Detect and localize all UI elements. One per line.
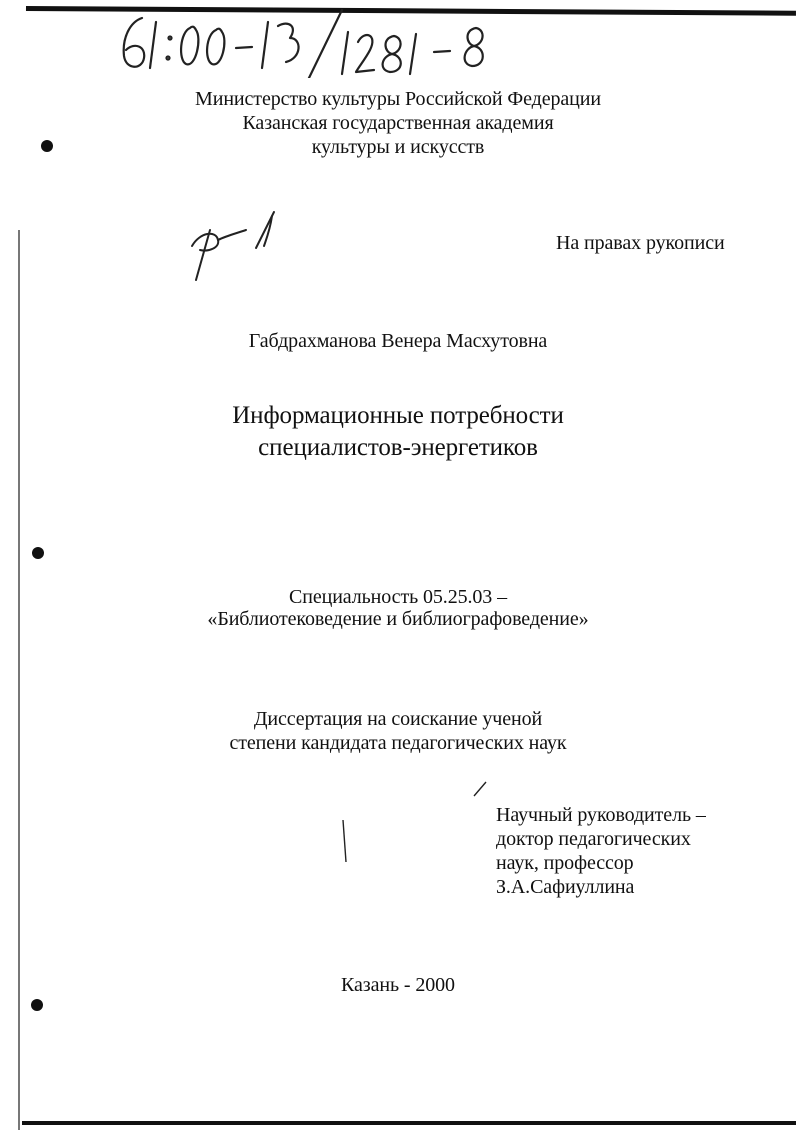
supervisor-line-4: З.А.Сафиуллина: [496, 876, 635, 898]
supervisor-line-3: наук, профессор: [496, 852, 634, 874]
thesis-title-line-2: специалистов-энергетиков: [258, 434, 538, 461]
supervisor-line-2: доктор педагогических: [496, 828, 691, 850]
specialty-line-1: Специальность 05.25.03 –: [288, 586, 508, 608]
academy-line-2: культуры и искусств: [311, 136, 485, 158]
pencil-mark: [343, 820, 346, 862]
handwritten-archive-number: [112, 8, 502, 78]
city-year: Казань - 2000: [341, 974, 455, 996]
handwritten-signature: [186, 206, 286, 282]
supervisor-line-1: Научный руководитель –: [496, 804, 706, 826]
scan-border-bottom: [22, 1121, 796, 1125]
punch-hole-mark: [32, 547, 44, 559]
manuscript-note: На правах рукописи: [556, 232, 725, 254]
dissertation-line-2: степени кандидата педагогических наук: [229, 732, 567, 754]
pencil-mark: [474, 782, 486, 796]
thesis-title-line-1: Информационные потребности: [232, 402, 564, 429]
academy-line-1: Казанская государственная академия: [242, 112, 554, 134]
author-name: Габдрахманова Венера Масхутовна: [248, 330, 548, 352]
ministry-line: Министерство культуры Российской Федерации: [195, 88, 601, 110]
punch-hole-mark: [31, 999, 43, 1011]
specialty-line-2: «Библиотековедение и библиографоведение»: [207, 608, 589, 630]
dissertation-line-1: Диссертация на соискание ученой: [253, 708, 543, 730]
